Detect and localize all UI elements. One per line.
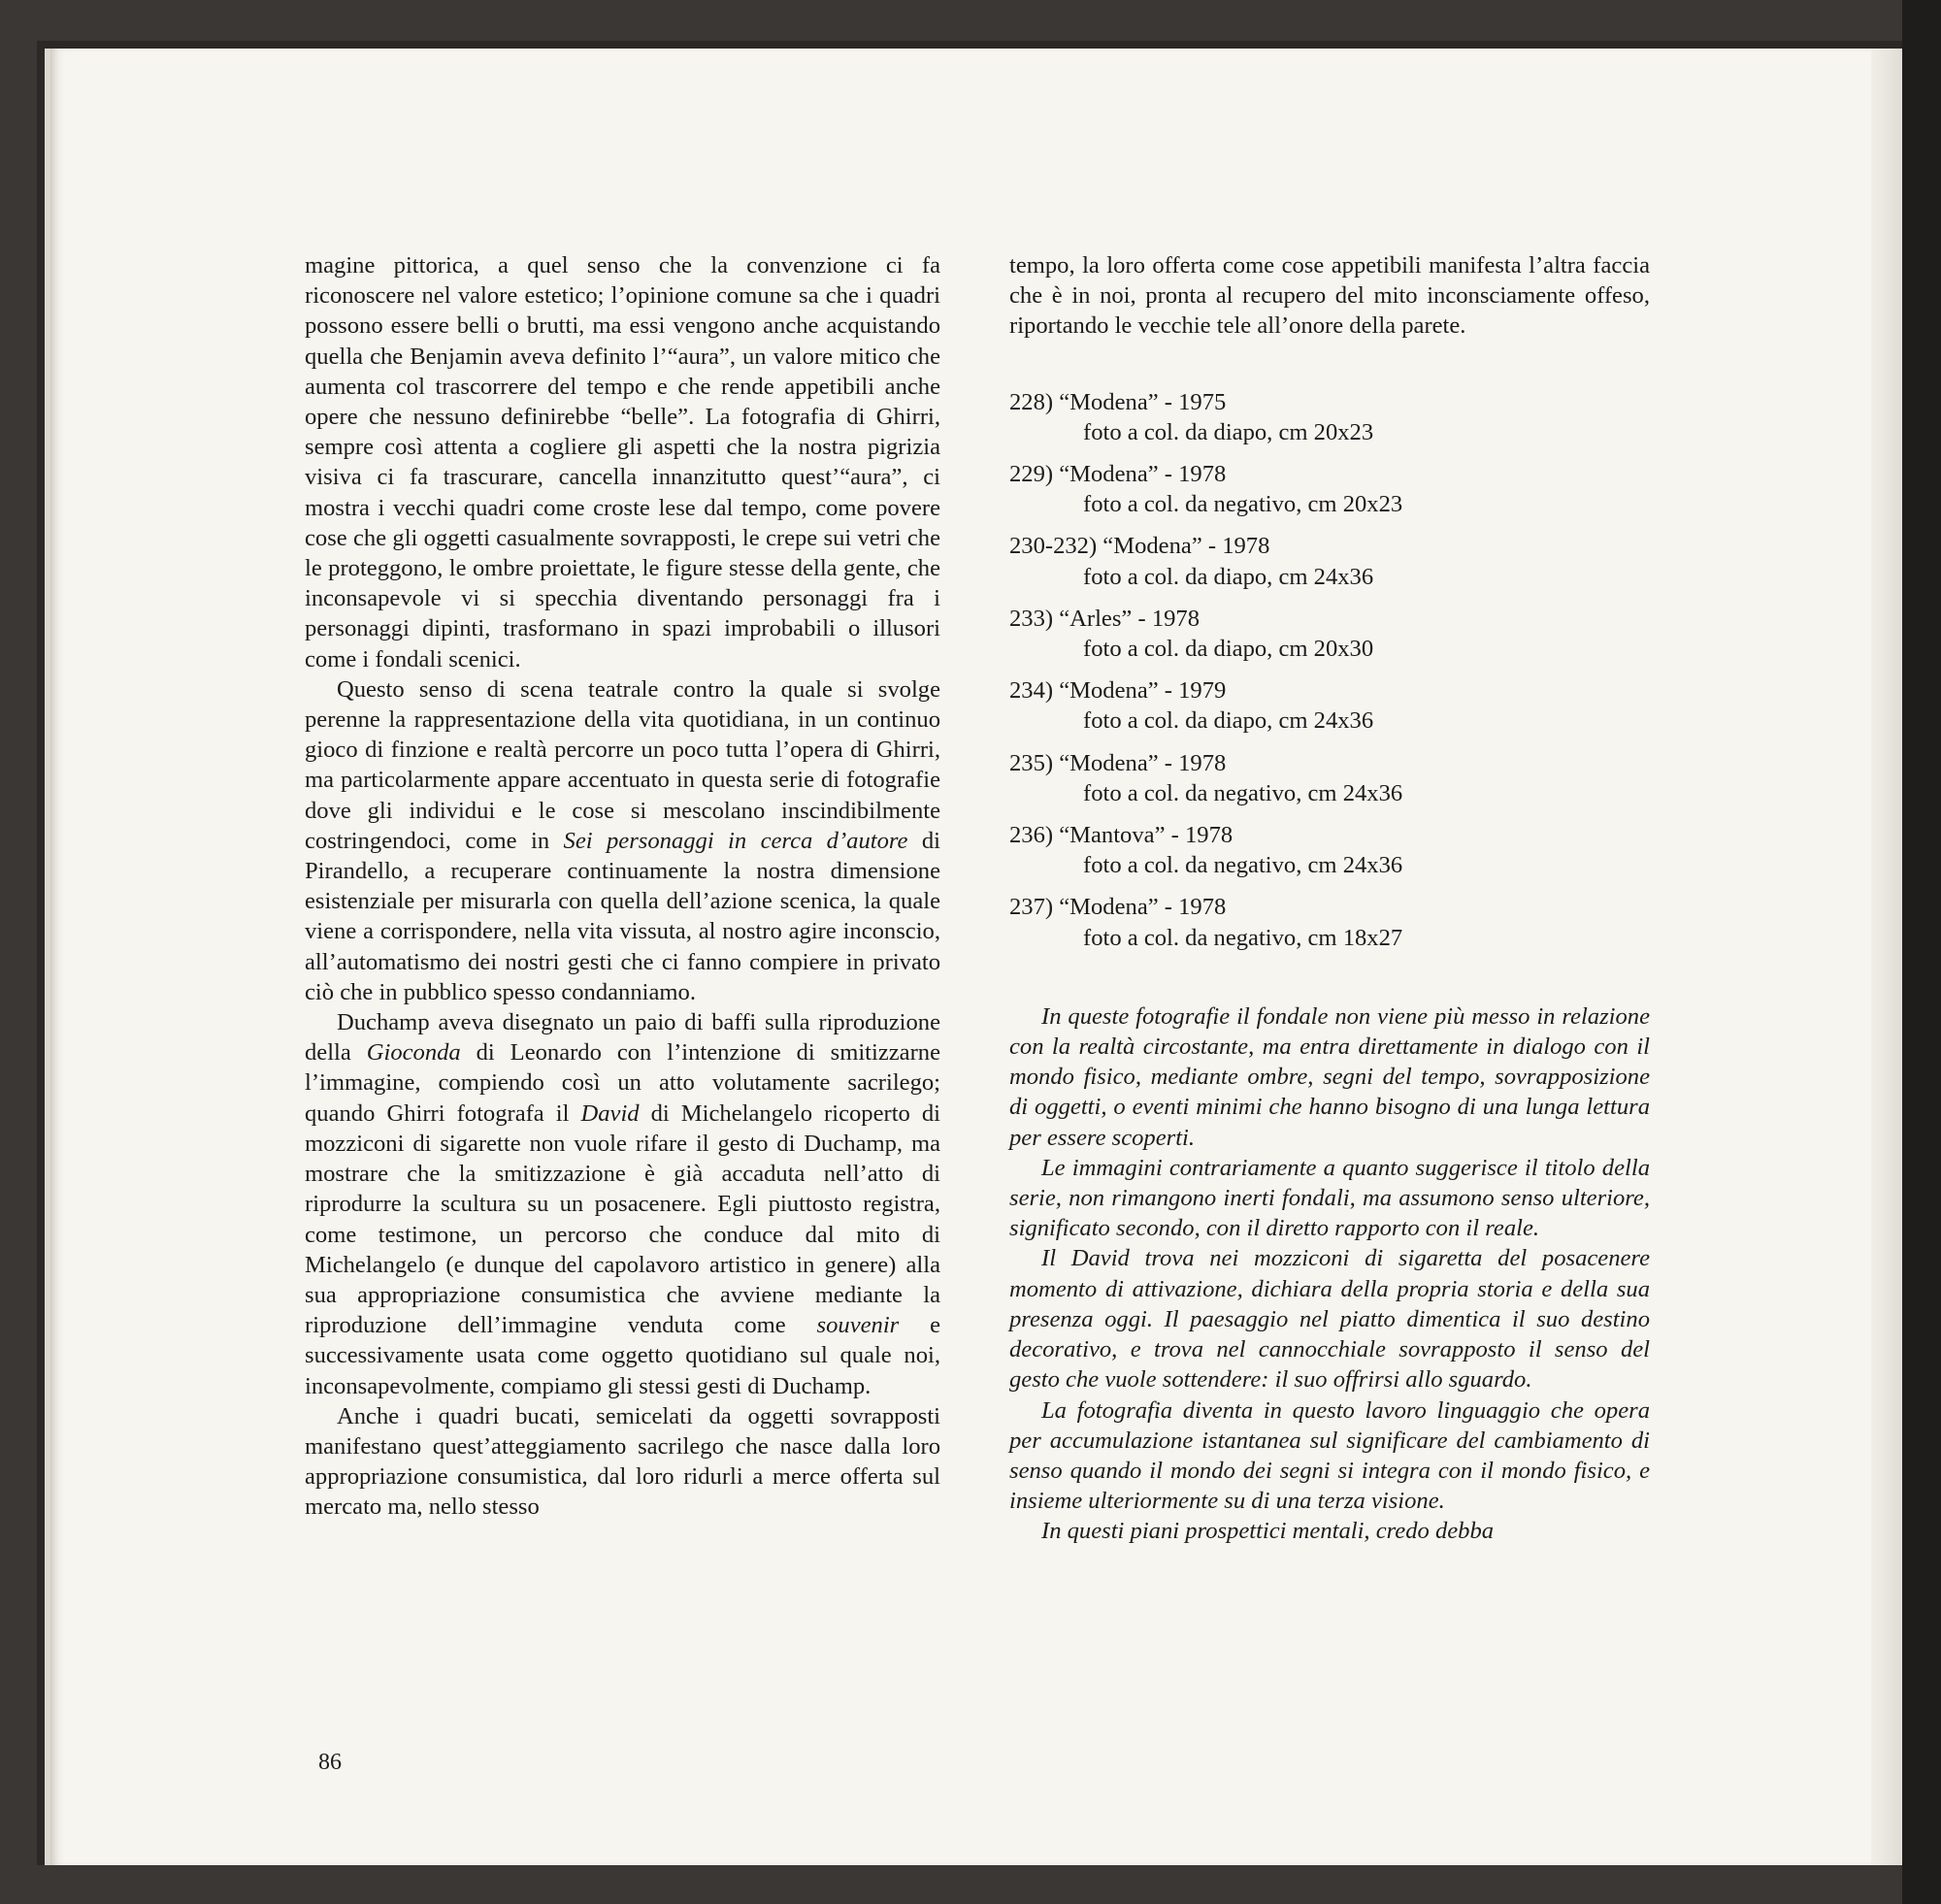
catalog-item-title: 228) “Modena” - 1975 bbox=[1009, 388, 1227, 415]
page-number: 86 bbox=[318, 1750, 342, 1775]
left-paragraph-3-text-b: di Leonardo con l’intenzione di smitizzarne l’immagine, compiendo così un atto volutamente sacrilego; quando Ghirri fotografa il bbox=[305, 1039, 940, 1127]
title-david: David bbox=[580, 1100, 640, 1127]
italic-commentary bbox=[1009, 1001, 1650, 1547]
word-souvenir: souvenir bbox=[816, 1312, 900, 1339]
right-column bbox=[1009, 250, 1650, 1547]
catalog-item-desc: foto a col. da negativo, cm 24x36 bbox=[1083, 852, 1403, 879]
catalog-item-title: 229) “Modena” - 1978 bbox=[1009, 461, 1227, 488]
left-paragraph-3-text-a: Duchamp aveva disegnato un paio di baffi sulla riproduzione della bbox=[305, 1009, 940, 1067]
catalog-item-title: 230-232) “Modena” - 1978 bbox=[1009, 533, 1270, 560]
left-paragraph-2 bbox=[305, 674, 940, 1007]
left-paragraph-2-text-end: di Pirandello, a recuperare continuamente la nostra dimensione esistenziale per misurarla con quella dell’azione scenica, la quale viene a corrispondere, nella vita vissuta, al nostro agire inconscio, all’automatismo dei nostri gesti che ci fanno compiere in privato ciò che in pubblico spesso condanniamo. bbox=[305, 827, 940, 1005]
italic-paragraph: La fotografia diventa in questo lavoro linguaggio che opera per accumulazione istantanea sul significare del cambiamento di senso quando il mondo dei segni si integra con il mondo fisico, e insieme ulteriormente su di una terza visione. bbox=[1009, 1396, 1650, 1515]
catalog-item bbox=[1009, 748, 1650, 808]
left-paragraph-3 bbox=[305, 1007, 940, 1401]
catalog-item-title: 234) “Modena” - 1979 bbox=[1009, 677, 1227, 705]
book-spine bbox=[1902, 0, 1941, 1904]
left-paragraph-4: Anche i quadri bucati, semicelati da oggetti sovrapposti manifestano quest’atteggiamento sacrilego che nasce dalla loro appropriazione consumistica, dal loro ridurli a merce offerta sul mercato ma, nello stesso bbox=[305, 1402, 940, 1521]
catalog-item-desc: foto a col. da diapo, cm 20x30 bbox=[1083, 636, 1374, 663]
catalog-item-title: 235) “Modena” - 1978 bbox=[1009, 749, 1227, 776]
right-paragraph-1: tempo, la loro offerta come cose appetibili manifesta l’altra faccia che è in noi, pronta al recupero del mito inconsciamente offeso, riportando le vecchie tele all’onore della parete. bbox=[1009, 252, 1650, 340]
catalog-item bbox=[1009, 675, 1650, 736]
left-paragraph-3-text-d: e successivamente usata come oggetto quotidiano sul quale noi, inconsapevolmente, compiamo gli stessi gesti di Duchamp. bbox=[305, 1312, 940, 1399]
catalog-item bbox=[1009, 459, 1650, 519]
left-paragraph-1: magine pittorica, a quel senso che la convenzione ci fa riconoscere nel valore estetico; l’opinione comune sa che i quadri possono essere belli o brutti, ma essi vengono anche acquistando quella che Benjamin aveva definito l’“aura”, un valore mitico che aumenta col trascorrere del tempo e che rende appetibili anche opere che nessuno definirebbe “belle”. La fotografia di Ghirri, sempre così attenta a cogliere gli aspetti che la nostra pigrizia visiva ci fa trascurare, cancella innanzitutto quest’“aura”, ci mostra i vecchi quadri come croste lese dal tempo, come povere cose che gli oggetti casualmente sovrapposti, le crepe sui vetri che le proteggono, le ombre proiettate, le figure stesse della gente, che inconsapevole vi si specchia diventando personaggi fra i personaggi dipinti, trasformano in spazi improbabili o illusori come i fondali scenici. bbox=[305, 252, 940, 673]
italic-paragraph: Il David trova nei mozziconi di sigaretta del posacenere momento di attivazione, dichiara della propria storia e della sua presenza oggi. Il paesaggio nel piatto dimentica il suo destino decorativo, e trova nel cannocchiale sovrapposto il senso del gesto che vuole sottendere: il suo offrirsi allo sguardo. bbox=[1009, 1245, 1650, 1394]
left-paragraph-3-text-c: di Michelangelo ricoperto di mozziconi di sigarette non vuole rifare il gesto di Duchamp, ma mostrare che la smitizzazione è già accaduta nell’atto di riprodurre la scultura su un posacenere. Egli piuttosto registra, come testimone, un percorso che conduce dal mito di Michelangelo (e dunque del capolavoro artistico in genere) alla sua appropriazione consumistica che avviene mediante la riproduzione dell’immagine venduta come bbox=[305, 1100, 940, 1339]
title-sei-personaggi: Sei personaggi in cerca d’autore bbox=[563, 827, 908, 854]
italic-paragraph: Le immagini contrariamente a quanto suggerisce il titolo della serie, non rimangono inerti fondali, ma assumono senso ulteriore, significato secondo, con il diretto rapporto con il reale. bbox=[1009, 1154, 1650, 1242]
catalog-item-title: 236) “Mantova” - 1978 bbox=[1009, 822, 1234, 849]
catalog-item-title: 237) “Modena” - 1978 bbox=[1009, 894, 1227, 921]
catalog-item-title: 233) “Arles” - 1978 bbox=[1009, 605, 1201, 632]
catalog-item-desc: foto a col. da diapo, cm 24x36 bbox=[1083, 707, 1374, 735]
catalog-item bbox=[1009, 387, 1650, 447]
catalog-item-desc: foto a col. da diapo, cm 24x36 bbox=[1083, 563, 1374, 590]
catalog-item-desc: foto a col. da negativo, cm 24x36 bbox=[1083, 779, 1403, 806]
catalog-item bbox=[1009, 892, 1650, 952]
title-gioconda: Gioconda bbox=[366, 1039, 461, 1067]
italic-paragraph: In questi piani prospettici mentali, credo debba bbox=[1041, 1518, 1495, 1545]
left-column bbox=[305, 250, 940, 1523]
catalog-item bbox=[1009, 531, 1650, 591]
catalog-item bbox=[1009, 604, 1650, 664]
left-paragraph-2-text: Questo senso di scena teatrale contro la quale si svolge perenne la rappresentazione della vita quotidiana, in un continuo gioco di finzione e realtà percorre un poco tutta l’opera di Ghirri, ma particolarmente appare accentuato in questa serie di fotografie dove gli individui e le cose si mescolano inscindibilmente costringendoci, come in bbox=[305, 675, 940, 854]
catalog-item-desc: foto a col. da diapo, cm 20x23 bbox=[1083, 418, 1374, 445]
catalog-item-desc: foto a col. da negativo, cm 20x23 bbox=[1083, 491, 1403, 518]
catalog-list bbox=[1009, 387, 1650, 953]
catalog-item bbox=[1009, 820, 1650, 880]
italic-paragraph: In queste fotografie il fondale non viene più messo in relazione con la realtà circostante, ma entra direttamente in dialogo con il mondo fisico, mediante ombre, segni del tempo, sovrapposizione di oggetti, o eventi minimi che hanno bisogno di una lunga lettura per essere scoperti. bbox=[1009, 1002, 1650, 1151]
catalog-item-desc: foto a col. da negativo, cm 18x27 bbox=[1083, 924, 1403, 951]
